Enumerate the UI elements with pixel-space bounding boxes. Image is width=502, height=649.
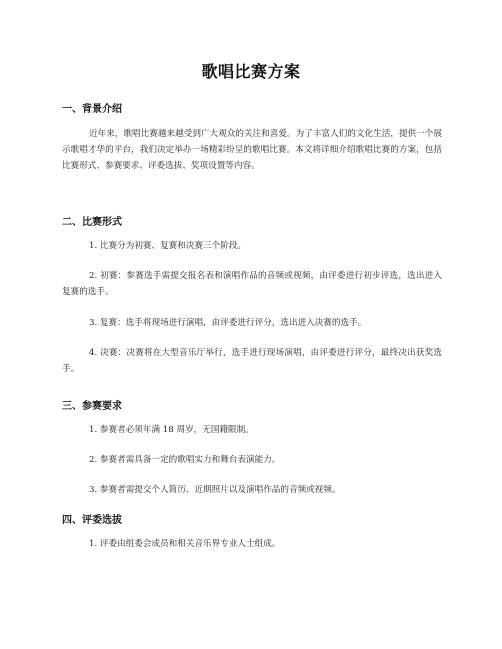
section-heading-background: 一、背景介绍 <box>62 104 122 115</box>
background-paragraph: 近年来，歌唱比赛越来越受到广大观众的关注和喜爱。为了丰富人们的文化生活，提供一个展示歌唱才华的平台，我们决定举办一场精彩纷呈的歌唱比赛。本文将详细介绍歌唱比赛的方案，包括比赛形式、参赛要求、评委选拔、奖项设置等内容。 <box>62 129 442 171</box>
section-heading-format: 二、比赛形式 <box>62 217 122 228</box>
section-heading-judges: 四、评委选拔 <box>62 515 122 526</box>
format-item-4: 4. 决赛：决赛将在大型音乐厅举行，选手进行现场演唱，由评委进行评分，最终决出获奖选手。 <box>62 348 442 374</box>
judges-item-1: 1. 评委由组委会成员和相关音乐界专业人士组成。 <box>89 539 281 549</box>
requirements-item-3: 3. 参赛者需提交个人简历、近期照片以及演唱作品的音频或视频。 <box>89 485 341 495</box>
requirements-item-2: 2. 参赛者需具备一定的歌唱实力和舞台表演能力。 <box>89 455 281 465</box>
format-item-3: 3. 复赛：选手将现场进行演唱，由评委进行评分，选出进入决赛的选手。 <box>89 318 367 328</box>
format-item-1: 1. 比赛分为初赛、复赛和决赛三个阶段。 <box>89 241 247 251</box>
section-heading-requirements: 三、参赛要求 <box>62 401 122 412</box>
format-item-2: 2. 初赛：参赛选手需提交报名表和演唱作品的音频或视频，由评委进行初步评选，选出进入复赛的选手。 <box>62 271 442 297</box>
document-title: 歌唱比赛方案 <box>201 62 301 81</box>
requirements-item-1: 1. 参赛者必须年满 18 周岁，无国籍限制。 <box>89 425 254 435</box>
